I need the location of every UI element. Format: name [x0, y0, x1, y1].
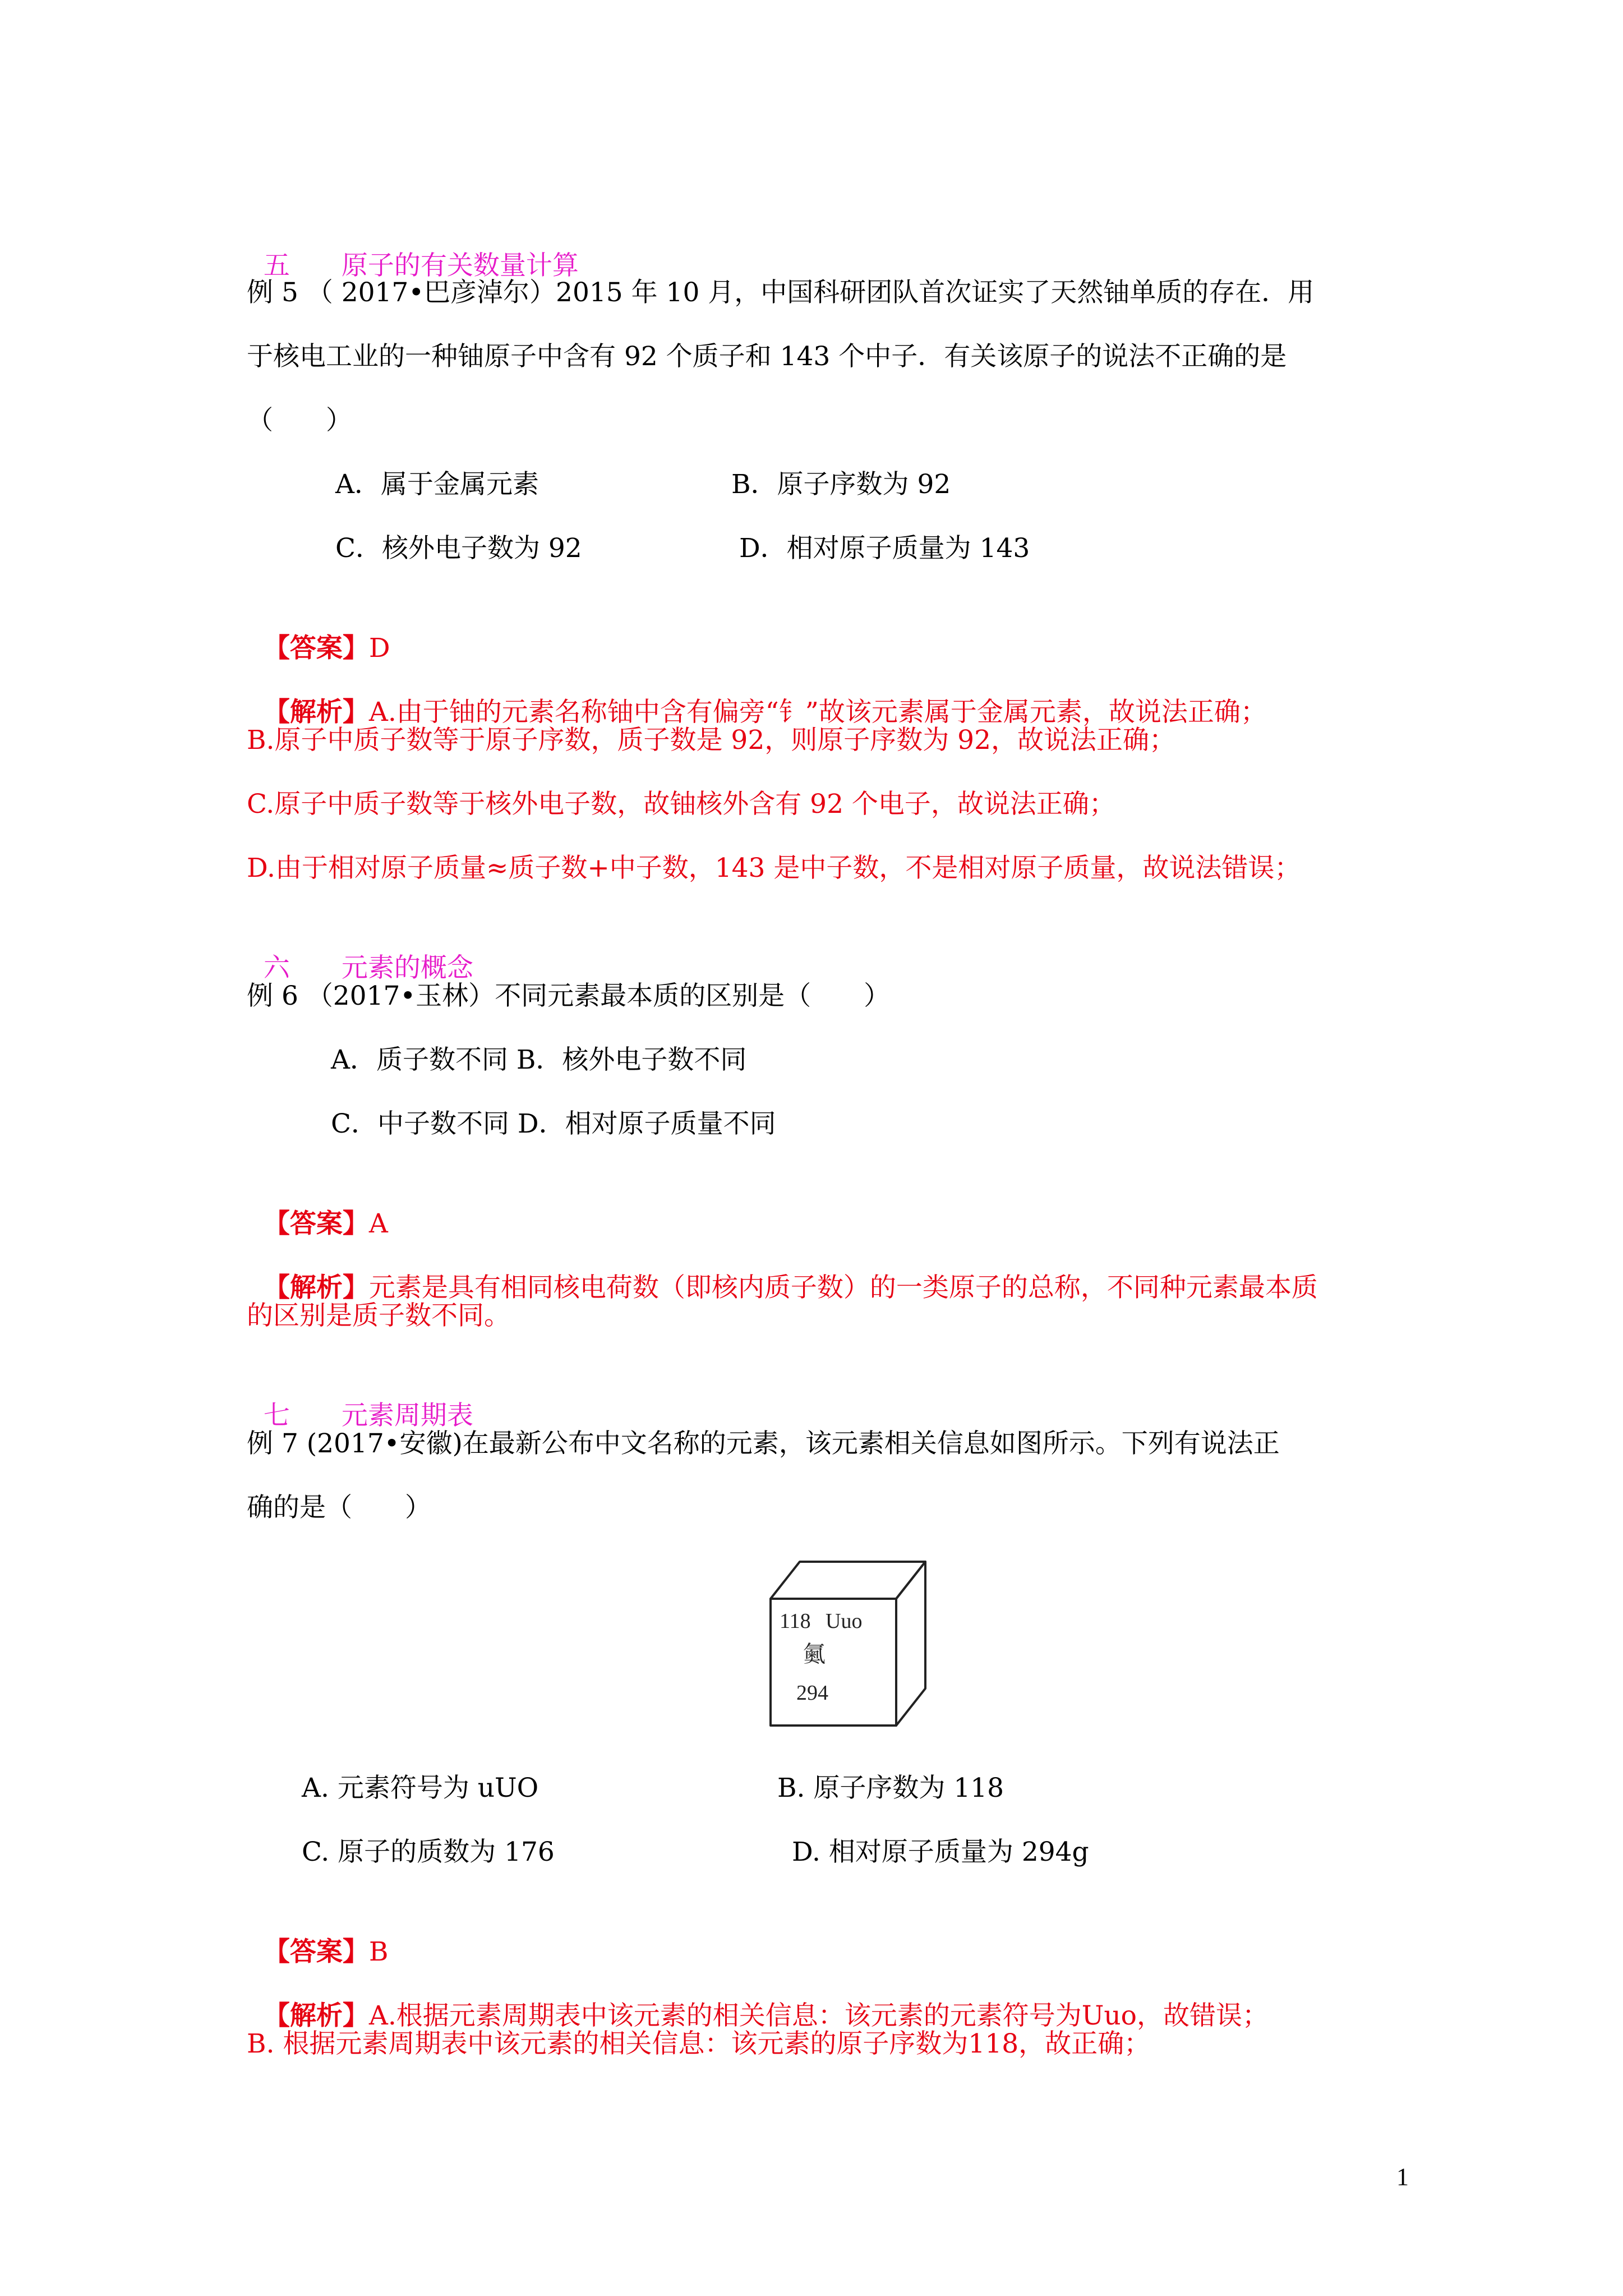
- example-6-options-ab: A．质子数不同 B．核外电子数不同: [331, 1045, 747, 1075]
- example-5-option-c: C．核外电子数为 92: [335, 533, 582, 564]
- example-6-answer: [247, 1170, 388, 1242]
- cube-side-face: [896, 1562, 925, 1726]
- answer-tag: 【答案】: [263, 633, 369, 664]
- page-number: 1: [1396, 2163, 1409, 2191]
- answer-tag: 【答案】: [263, 1936, 369, 1967]
- section-7-number: 七: [263, 1400, 290, 1431]
- answer-value: A: [368, 1208, 388, 1239]
- section-6-title: 元素的概念: [341, 953, 473, 983]
- section-5-heading: [247, 212, 579, 284]
- example-5-answer: [247, 595, 390, 666]
- section-5-title: 原子的有关数量计算: [341, 250, 579, 281]
- analysis-tag: 【解析】: [263, 1272, 369, 1303]
- answer-value: B: [368, 1936, 389, 1967]
- example-7-option-d: D. 相对原子质量为 294g: [792, 1837, 1089, 1867]
- example-6-options-cd: C．中子数不同 D．相对原子质量不同: [331, 1108, 776, 1139]
- section-7-heading: [247, 1362, 473, 1434]
- example-5-option-d: D．相对原子质量为 143: [739, 533, 1030, 564]
- example-6-question: 例 6 （2017•玉林）不同元素最本质的区别是（ ）: [247, 981, 891, 1011]
- analysis-tag: 【解析】: [263, 2000, 369, 2031]
- analysis-text: 元素是具有相同核电荷数（即核内质子数）的一类原子的总称，不同种元素最本质: [368, 1272, 1318, 1303]
- example-6-analysis-line-2: 的区别是质子数不同。: [247, 1300, 510, 1331]
- element-cube-figure: [763, 1554, 931, 1733]
- example-7-option-a: A. 元素符号为 uUO: [302, 1773, 539, 1803]
- analysis-tag: 【解析】: [263, 697, 369, 728]
- example-7-analysis-line-2: B. 根据元素周期表中该元素的相关信息：该元素的原子序数为118，故正确；: [247, 2028, 1151, 2059]
- cube-top-face: [771, 1562, 925, 1599]
- example-7-option-c: C. 原子的质数为 176: [302, 1837, 555, 1867]
- element-atomic-mass: 294: [796, 1681, 828, 1705]
- example-5-question-line-2: 于核电工业的一种铀原子中含有 92 个质子和 143 个中子．有关该原子的说法不正确的是: [247, 341, 1287, 372]
- example-5-question-line-3: （ ）: [247, 405, 352, 436]
- example-5-analysis-line-2: B.原子中质子数等于原子序数，质子数是 92，则原子序数为 92，故说法正确；: [247, 725, 1175, 756]
- example-5-option-b: B．原子序数为 92: [731, 469, 951, 500]
- example-5-option-a: A．属于金属元素: [335, 469, 539, 500]
- example-5-analysis-line-1: [247, 659, 1267, 730]
- answer-tag: 【答案】: [263, 1208, 369, 1239]
- section-5-number: 五: [263, 250, 290, 281]
- example-7-question-line-2: 确的是（ ）: [247, 1492, 431, 1523]
- element-name: 鿫: [803, 1641, 826, 1667]
- section-7-title: 元素周期表: [341, 1400, 473, 1431]
- element-atomic-number: 118: [780, 1609, 811, 1633]
- analysis-text: A.由于铀的元素名称铀中含有偏旁“钅”故该元素属于金属元素，故说法正确；: [368, 697, 1267, 728]
- section-6-heading: [247, 914, 473, 986]
- example-7-answer: [247, 1898, 388, 1970]
- section-6-number: 六: [263, 953, 290, 983]
- example-5-analysis-line-3: C.原子中质子数等于核外电子数，故铀核外含有 92 个电子，故说法正确；: [247, 789, 1115, 820]
- answer-value: D: [368, 633, 390, 664]
- element-symbol: Uuo: [826, 1609, 863, 1633]
- example-7-option-b: B. 原子序数为 118: [777, 1773, 1004, 1803]
- analysis-text: A.根据元素周期表中该元素的相关信息：该元素的元素符号为Uuo，故错误；: [368, 2000, 1269, 2031]
- example-5-question-line-1: 例 5 （ 2017•巴彦淖尔）2015 年 10 月，中国科研团队首次证实了天然铀单质的存在．用: [247, 277, 1315, 308]
- example-5-analysis-line-4: D.由于相对原子质量≈质子数+中子数，143 是中子数，不是相对原子质量，故说法错误；: [247, 853, 1301, 884]
- example-6-analysis-line-1: [247, 1234, 1318, 1306]
- example-7-analysis-line-1: [247, 1962, 1269, 2034]
- example-7-question-line-1: 例 7 (2017•安徽)在最新公布中文名称的元素，该元素相关信息如图所示。下列有说法正: [247, 1428, 1280, 1459]
